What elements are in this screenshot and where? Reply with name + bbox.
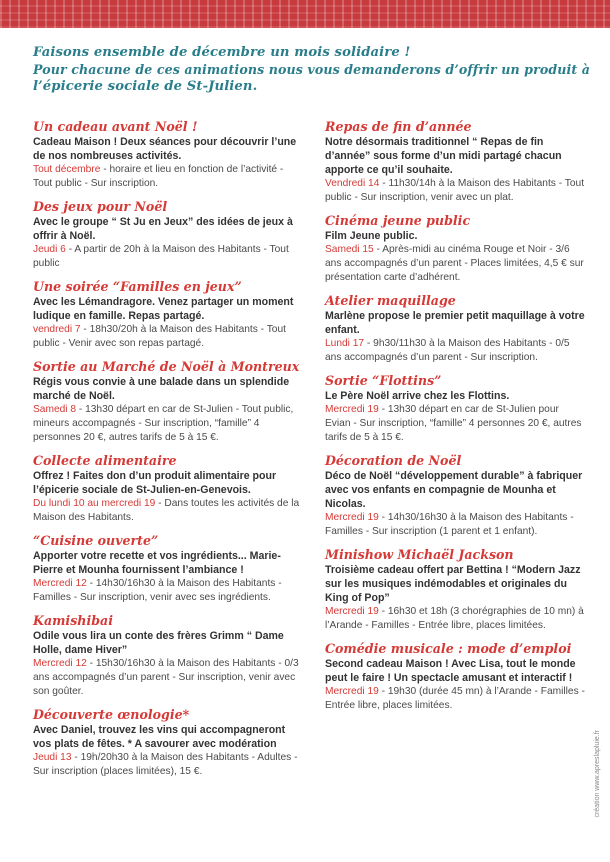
- event-oenologie: [33, 706, 303, 779]
- event-cuisine-ouverte: [33, 532, 303, 605]
- event-info: - Dans toutes les activités de la Maison des Habitants.: [33, 498, 300, 523]
- event-collecte-alimentaire: [33, 452, 303, 525]
- event-lead: Odile vous lira un conte des frères Grimm “ Dame Holle, dame Hiver”: [33, 630, 284, 656]
- event-info: - 19h30 (durée 45 mn) à l’Arande - Familles - Entrée libre, places limitées.: [325, 686, 585, 711]
- event-info: - 13h30 départ en car de St-Julien - Tout public, mineurs accompagnés - Sur inscription, “famille” 4 personnes 20 €, autres tarifs de 5 à 15 €.: [33, 404, 294, 443]
- event-title: Repas de fin d’année: [325, 119, 472, 134]
- event-lead: Apporter votre recette et vos ingrédients... Marie-Pierre et Mounha fournissent l’ambiance !: [33, 550, 281, 576]
- event-title: Collecte alimentaire: [33, 453, 177, 468]
- event-info: - horaire et lieu en fonction de l’activité - Tout public - Sur inscription.: [33, 164, 284, 189]
- event-details: [325, 511, 587, 539]
- event-date: Samedi 15: [325, 244, 374, 255]
- event-lead: Régis vous convie à une balade dans un splendide marché de Noël.: [33, 376, 290, 402]
- event-details: [325, 243, 587, 285]
- event-cinema-jeune-public: [325, 212, 587, 285]
- event-lead: Cadeau Maison ! Deux séances pour découvrir l’une de nos nombreuses activités.: [33, 136, 297, 162]
- event-details: [325, 177, 587, 205]
- intro-line: l’épicerie sociale de St-Julien.: [33, 79, 258, 94]
- event-date: Vendredi 14: [325, 178, 380, 189]
- event-info: - A partir de 20h à la Maison des Habitants - Tout public: [33, 244, 289, 269]
- event-cadeau-avant-noel: [33, 118, 303, 191]
- event-title: Atelier maquillage: [325, 293, 456, 308]
- event-lead: Offrez ! Faites don d’un produit alimentaire pour l’épicerie sociale de St-Julien-en-Genevois.: [33, 470, 277, 496]
- event-title: “Cuisine ouverte”: [33, 533, 159, 548]
- event-title: Sortie au Marché de Noël à Montreux: [33, 359, 300, 374]
- event-date: Mercredi 19: [325, 686, 379, 697]
- event-date: Mercredi 19: [325, 512, 379, 523]
- event-soiree-familles: [33, 278, 303, 351]
- event-details: [33, 243, 303, 271]
- event-info: - 14h30/16h30 à la Maison des Habitants - Familles - Sur inscription, venir avec ses ingrédients.: [33, 578, 282, 603]
- event-details: [325, 337, 587, 365]
- event-date: Jeudi 6: [33, 244, 66, 255]
- event-jeux-pour-noel: [33, 198, 303, 271]
- event-title: Des jeux pour Noël: [33, 199, 168, 214]
- event-title: Découverte œnologie*: [33, 707, 190, 722]
- event-details: [325, 685, 587, 713]
- event-comedie-musicale: [325, 640, 587, 713]
- event-sortie-flottins: [325, 372, 587, 445]
- decorative-banner: [0, 0, 610, 28]
- left-column: [33, 118, 303, 786]
- event-date: Du lundi 10 au mercredi 19: [33, 498, 156, 509]
- event-date: Samedi 8: [33, 404, 77, 415]
- event-details: [325, 605, 587, 633]
- event-repas-fin-annee: [325, 118, 587, 205]
- event-lead: Notre désormais traditionnel “ Repas de fin d’année” sous forme d’un midi partagé chacun apporte ce qu’il souhaite.: [325, 136, 562, 176]
- event-lead: Troisième cadeau offert par Bettina ! “Modern Jazz sur les musiques indémodables et originales du King of Pop”: [325, 564, 581, 604]
- credit-label: création www.apreslapluie.fr: [594, 730, 601, 818]
- event-marche-montreux: [33, 358, 303, 445]
- event-details: [33, 751, 303, 779]
- event-lead: Avec Daniel, trouvez les vins qui accompagneront vos plats de fêtes. * A savourer avec modération: [33, 724, 286, 750]
- event-date: Lundi 17: [325, 338, 365, 349]
- event-title: Un cadeau avant Noël !: [33, 119, 198, 134]
- event-info: - 13h30 départ en car de St-Julien pour Evian - Sur inscription, “famille” 4 personnes 20 €, autres tarifs de 5 à 15 €.: [325, 404, 582, 443]
- event-lead: Second cadeau Maison ! Avec Lisa, tout le monde peut le faire ! Un spectacle amusant et interactif !: [325, 658, 576, 684]
- intro-line: Faisons ensemble de décembre un mois solidaire !: [33, 45, 411, 60]
- event-lead: Le Père Noël arrive chez les Flottins.: [325, 390, 510, 402]
- event-date: Tout décembre: [33, 164, 101, 175]
- event-info: - 18h30/20h à la Maison des Habitants - Tout public - Venir avec son repas partagé.: [33, 324, 286, 349]
- event-date: Jeudi 13: [33, 752, 72, 763]
- event-info: - 14h30/16h30 à la Maison des Habitants - Familles - Sur inscription (1 parent et 1 enfant).: [325, 512, 574, 537]
- event-date: Mercredi 12: [33, 658, 87, 669]
- event-title: Comédie musicale : mode d’emploi: [325, 641, 572, 656]
- event-details: [33, 657, 303, 699]
- event-date: Mercredi 19: [325, 404, 379, 415]
- event-title: Sortie “Flottins”: [325, 373, 442, 388]
- event-info: - 15h30/16h30 à la Maison des Habitants - 0/3 ans accompagnés d’un parent - Sur inscription, venir avec son goûter.: [33, 658, 299, 697]
- event-details: [33, 497, 303, 525]
- intro-text: [33, 44, 593, 95]
- event-minishow: [325, 546, 587, 633]
- event-title: Kamishibai: [33, 613, 113, 628]
- right-column: [325, 118, 587, 720]
- event-lead: Déco de Noël “développement durable” à fabriquer avec vos enfants en compagnie de Mounha et Nicolas.: [325, 470, 583, 510]
- event-details: [33, 163, 303, 191]
- event-details: [33, 403, 303, 445]
- event-atelier-maquillage: [325, 292, 587, 365]
- event-info: - 19h/20h30 à la Maison des Habitants - Adultes - Sur inscription (places limitées), 15 €.: [33, 752, 298, 777]
- event-info: - 9h30/11h30 à la Maison des Habitants - 0/5 ans accompagnés d’un parent - Sur inscription.: [325, 338, 570, 363]
- event-title: Une soirée “Familles en jeux”: [33, 279, 242, 294]
- event-date: Mercredi 19: [325, 606, 379, 617]
- event-title: Minishow Michaël Jackson: [325, 547, 514, 562]
- event-details: [33, 577, 303, 605]
- event-info: - Après-midi au cinéma Rouge et Noir - 3/6 ans accompagnés d’un parent - Places limitées, 4,5 € sur présentation carte d’adhérent.: [325, 244, 584, 283]
- event-title: Décoration de Noël: [325, 453, 462, 468]
- event-decoration-noel: [325, 452, 587, 539]
- event-lead: Marlène propose le premier petit maquillage à votre enfant.: [325, 310, 585, 336]
- event-details: [325, 403, 587, 445]
- event-date: Mercredi 12: [33, 578, 87, 589]
- event-info: - 11h30/14h à la Maison des Habitants - Tout public - Sur inscription, venir avec un plat.: [325, 178, 585, 203]
- intro-line: Pour chacune de ces animations nous vous demanderons d’offrir un produit à: [33, 62, 591, 77]
- event-date: vendredi 7: [33, 324, 81, 335]
- event-details: [33, 323, 303, 351]
- event-lead: Film Jeune public.: [325, 230, 418, 242]
- event-info: - 16h30 et 18h (3 chorégraphies de 10 mn) à l’Arande - Familles - Entrée libre, places limitées.: [325, 606, 584, 631]
- event-kamishibai: [33, 612, 303, 699]
- event-lead: Avec le groupe “ St Ju en Jeux” des idées de jeux à offrir à Noël.: [33, 216, 293, 242]
- event-lead: Avec les Lémandragore. Venez partager un moment ludique en famille. Repas partagé.: [33, 296, 294, 322]
- event-title: Cinéma jeune public: [325, 213, 471, 228]
